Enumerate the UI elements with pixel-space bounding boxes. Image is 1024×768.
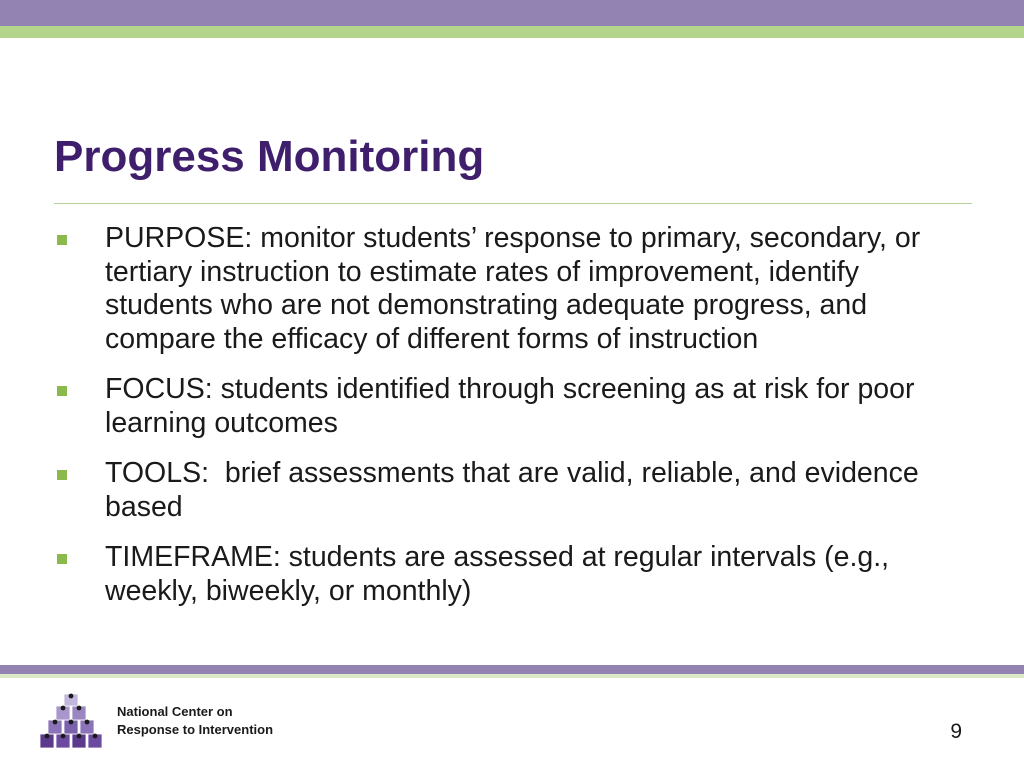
organization-name-line-1: National Center on [117, 704, 233, 719]
bullet-item-timeframe [54, 541, 974, 608]
cube-pyramid-logo-icon [38, 690, 106, 754]
bottom-green-band [0, 674, 1024, 678]
bottom-purple-band [0, 665, 1024, 674]
bullet-item-focus [54, 373, 974, 440]
square-bullet-icon [57, 386, 67, 396]
top-green-band [0, 26, 1024, 38]
bullet-text: PURPOSE: monitor students’ response to primary, secondary, or tertiary instruction to estimate rates of improvement, identify students who are not demonstrating adequate progress, and compare the efficacy of different forms of instruction [105, 222, 921, 355]
organization-name [117, 703, 273, 739]
bullet-list [54, 222, 974, 625]
bullet-item-purpose [54, 222, 974, 356]
slide-title: Progress Monitoring [54, 132, 485, 181]
square-bullet-icon [57, 470, 67, 480]
bullet-item-tools [54, 457, 974, 524]
square-bullet-icon [57, 554, 67, 564]
page-number: 9 [950, 720, 962, 743]
bullet-text: TOOLS: brief assessments that are valid, reliable, and evidence based [105, 457, 927, 523]
top-purple-band [0, 0, 1024, 26]
bullet-text: TIMEFRAME: students are assessed at regular intervals (e.g., weekly, biweekly, or monthly) [105, 541, 890, 607]
organization-name-line-2: Response to Intervention [117, 722, 274, 737]
title-divider [54, 203, 972, 204]
bullet-text: FOCUS: students identified through screening as at risk for poor learning outcomes [105, 373, 915, 439]
square-bullet-icon [57, 235, 67, 245]
